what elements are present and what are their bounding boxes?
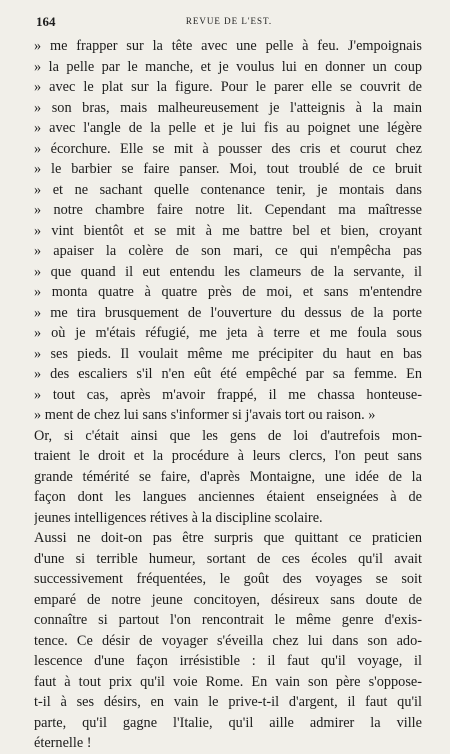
text-line: Aussi ne doit-on pas être surpris que quittant ce praticien (34, 530, 422, 546)
text-line: t-il à ses désirs, en vain le prive-t-il d'argent, il faut qu'il (34, 694, 422, 710)
text-line: » notre chambre faire notre lit. Cependant ma maîtresse (34, 202, 422, 218)
text-line: » des escaliers s'il n'en eût été empêché par sa femme. En (34, 366, 422, 382)
text-line: » ment de chez lui sans s'informer si j'avais tort ou raison. » (34, 407, 376, 423)
text-line: » où je m'étais réfugié, me jeta à terre et me foula sous (34, 325, 422, 341)
text-line: » que quand il eut entendu les clameurs de la servante, il (34, 263, 422, 280)
text-line: tence. Ce désir de voyager s'éveilla chez lui dans son ado- (34, 632, 422, 649)
text-line: » apaiser la colère de son mari, ce qui n'empêcha pas (34, 243, 422, 259)
text-line: emparé de notre jeune concitoyen, désireux sans doute de (34, 591, 422, 608)
text-line: parte, qu'il gagne l'Italie, qu'il aille admirer la ville (34, 714, 422, 731)
text-line: » ses pieds. Il voulait même me précipiter du haut en bas (34, 345, 422, 362)
text-line: » le barbier se faire panser. Moi, tout troublé de ce bruit (34, 161, 422, 177)
text-line: d'une si terrible humeur, sortant de ces écoles qu'il avait (34, 550, 422, 567)
text-line: Or, si c'était ainsi que les gens de loi d'autrefois mon- (34, 427, 422, 444)
text-line: » son bras, mais malheureusement je l'atteignis à la main (34, 99, 422, 116)
text-line: » monta quatre à quatre près de moi, et sans m'entendre (34, 284, 422, 300)
text-line: » la pelle par le manche, et je voulus lui en donner un coup (34, 58, 422, 75)
text-line: successivement fréquentées, le goût des voyages se soit (34, 571, 422, 587)
page-header (36, 14, 422, 30)
text-line: éternelle ! (34, 735, 92, 751)
text-line: » me frapper sur la tête avec une pelle à feu. J'empoignais (34, 38, 422, 54)
text-line: » me tira brusquement de l'ouverture du dessus de la porte (34, 304, 422, 321)
text-line: faut à tout prix qu'il voie Rome. En vain son père s'oppose- (34, 673, 422, 690)
text-line: » tout cas, après m'avoir frappé, il me chassa honteuse- (34, 386, 422, 403)
text-line: » et ne sachant quelle contenance tenir, je montais dans (34, 181, 422, 198)
text-line: » écorchure. Elle se mit à pousser des cris et courut chez (34, 140, 422, 157)
running-title: REVUE DE L'EST. (185, 16, 273, 26)
text-line: » avec l'angle de la pelle et je lui fis au poignet une légère (34, 120, 422, 136)
text-line: connaître si partout l'on rencontrait le même genre d'exis- (34, 612, 422, 628)
text-line: jeunes intelligences rétives à la discipline scolaire. (34, 509, 323, 526)
text-line: traient le droit et la procédure à leurs clercs, l'on peut sans (34, 448, 422, 464)
text-line: lescence d'une façon irrésistible : il faut qu'il voyage, il (34, 653, 422, 669)
page-number: 164 (36, 14, 56, 29)
text-line: grande témérité se faire, d'après Montaigne, une idée de la (34, 468, 422, 485)
body-text (34, 36, 422, 754)
text-line: » avec le plat sur la figure. Pour le parer elle se couvrit de (34, 79, 422, 95)
text-line: » vint bientôt et se mit à me battre bel et bien, croyant (34, 222, 422, 239)
text-line: façon dont les langues anciennes étaient enseignées à de (34, 489, 422, 505)
